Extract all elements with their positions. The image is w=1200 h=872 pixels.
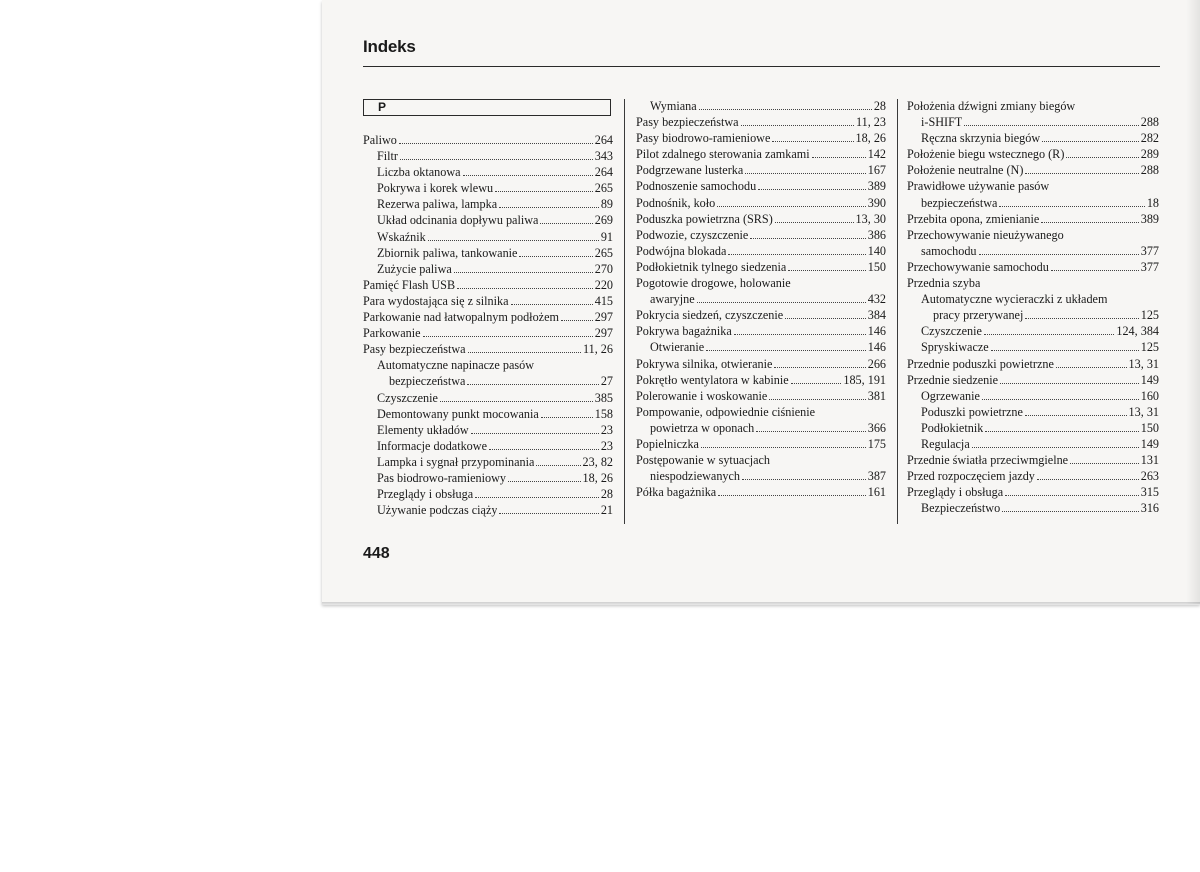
dot-leader — [489, 439, 599, 450]
index-entry — [363, 293, 613, 309]
index-entry-text: Podnoszenie samochodu — [636, 179, 757, 194]
index-entry-page: 146 — [867, 324, 886, 339]
index-entry — [907, 339, 1159, 355]
index-column-3 — [907, 98, 1159, 516]
dot-leader — [742, 469, 866, 480]
index-entry — [907, 388, 1159, 404]
index-entry-page: 140 — [867, 243, 886, 258]
page-bottom-edge — [322, 602, 1200, 605]
dot-leader — [1025, 308, 1138, 319]
index-entry — [907, 146, 1159, 162]
page-title: Indeks — [363, 37, 416, 56]
index-entry — [907, 484, 1159, 500]
page-number: 448 — [363, 545, 390, 562]
index-entry-page: 23, 82 — [582, 454, 613, 469]
index-entry — [636, 275, 886, 291]
index-entry — [363, 390, 613, 406]
index-entry-text: Pasy biodrowo-ramieniowe — [636, 131, 771, 146]
index-entry — [907, 98, 1159, 114]
index-entry — [907, 259, 1159, 275]
dot-leader — [399, 133, 593, 144]
index-entry-page: 220 — [594, 277, 613, 292]
dot-leader — [982, 389, 1139, 400]
index-entry-page: 160 — [1140, 388, 1159, 403]
index-entry-page: 282 — [1140, 131, 1159, 146]
index-entry-text: Regulacja — [921, 436, 970, 451]
index-entry-page: 18, 26 — [855, 131, 886, 146]
index-entry-page: 21 — [600, 503, 613, 518]
index-entry — [363, 486, 613, 502]
dot-leader — [1037, 469, 1139, 480]
index-entry-text: Układ odcinania dopływu paliwa — [377, 213, 539, 228]
index-entry — [636, 323, 886, 339]
index-entry-text: Podnośnik, koło — [636, 195, 716, 210]
index-entry-text: samochodu — [921, 243, 977, 258]
index-entry-text: Pokrętło wentylatora w kabinie — [636, 372, 789, 387]
index-entry — [363, 341, 613, 357]
index-entry-page: 11, 23 — [855, 115, 886, 130]
dot-leader — [999, 196, 1144, 207]
index-entry — [363, 164, 613, 180]
index-entry — [636, 468, 886, 484]
dot-leader — [400, 149, 593, 160]
index-entry-text: Pokrywa silnika, otwieranie — [636, 356, 773, 371]
index-entry-text: Informacje dodatkowe — [377, 438, 487, 453]
index-entry-page: 13, 31 — [1128, 356, 1159, 371]
index-entry-text: Polerowanie i woskowanie — [636, 388, 768, 403]
index-entry-page: 150 — [867, 259, 886, 274]
dot-leader — [718, 485, 866, 496]
index-entry-page: 266 — [867, 356, 886, 371]
dot-leader — [540, 213, 592, 224]
index-entry-page: 343 — [594, 149, 613, 164]
dot-leader — [475, 487, 599, 498]
index-entry-page: 389 — [1140, 211, 1159, 226]
index-entry-page: 125 — [1140, 308, 1159, 323]
dot-leader — [972, 437, 1139, 448]
index-entry — [907, 178, 1159, 194]
index-entry-text: Podłokietnik tylnego siedzenia — [636, 259, 787, 274]
dot-leader — [1042, 131, 1139, 142]
dot-leader — [561, 310, 593, 321]
index-entry — [636, 98, 886, 114]
index-entry-page: 366 — [867, 420, 886, 435]
index-entry-text: Położenie biegu wstecznego (R) — [907, 147, 1065, 162]
index-entry-page: 185, 191 — [843, 372, 886, 387]
dot-leader — [1056, 357, 1127, 368]
index-entry-text: Ogrzewanie — [921, 388, 980, 403]
index-entry-text: Zużycie paliwa — [377, 261, 452, 276]
index-entry-text: Przebita opona, zmienianie — [907, 211, 1040, 226]
dot-leader — [775, 212, 854, 223]
dot-leader — [467, 374, 598, 385]
index-entry-page: 149 — [1140, 372, 1159, 387]
index-entry-page: 265 — [594, 181, 613, 196]
index-entry — [636, 178, 886, 194]
index-entry — [636, 114, 886, 130]
index-entry — [636, 420, 886, 436]
index-entry-text: Bezpieczeństwo — [921, 501, 1001, 516]
index-entry — [636, 130, 886, 146]
dot-leader — [812, 147, 866, 158]
index-entry — [907, 452, 1159, 468]
dot-leader — [791, 373, 842, 384]
index-entry-page: 289 — [1140, 147, 1159, 162]
index-entry-text: Przednia szyba — [907, 276, 981, 291]
dot-leader — [758, 179, 866, 190]
dot-leader — [774, 357, 865, 368]
index-entry-page: 158 — [594, 406, 613, 421]
index-entry — [907, 468, 1159, 484]
index-entry-text: Przechowywanie nieużywanego — [907, 227, 1064, 242]
dot-leader — [1070, 453, 1139, 464]
index-entry-text: Prawidłowe używanie pasów — [907, 179, 1050, 194]
index-entry-page: 28 — [600, 487, 613, 502]
index-entry-page: 288 — [1140, 115, 1159, 130]
index-entry-text: i-SHIFT — [921, 115, 963, 130]
index-entry — [636, 259, 886, 275]
index-entry — [363, 325, 613, 341]
index-entry — [907, 500, 1159, 516]
index-entry-text: Przednie siedzenie — [907, 372, 999, 387]
index-entry — [363, 212, 613, 228]
dot-leader — [440, 391, 593, 402]
dot-leader — [734, 324, 866, 335]
index-entry-page: 390 — [867, 195, 886, 210]
index-entry-page: 142 — [867, 147, 886, 162]
dot-leader — [785, 308, 866, 319]
index-entry-text: Podłokietnik — [921, 420, 984, 435]
index-entry-text: Otwieranie — [650, 340, 705, 355]
index-entry-page: 146 — [867, 340, 886, 355]
index-entry — [363, 245, 613, 261]
dot-leader — [468, 342, 581, 353]
index-entry — [363, 373, 613, 389]
dot-leader — [457, 278, 593, 289]
index-entry — [636, 291, 886, 307]
index-entry-text: Pompowanie, odpowiednie ciśnienie — [636, 404, 816, 419]
section-letter: P — [378, 100, 387, 114]
index-entry-page: 386 — [867, 227, 886, 242]
dot-leader — [701, 437, 866, 448]
index-entry-page: 89 — [600, 197, 613, 212]
index-entry-text: Elementy układów — [377, 422, 469, 437]
dot-leader — [541, 407, 593, 418]
index-entry — [363, 422, 613, 438]
dot-leader — [519, 246, 592, 257]
index-entry — [907, 307, 1159, 323]
index-entry — [907, 211, 1159, 227]
page-right-edge — [1186, 0, 1200, 604]
index-entry — [363, 132, 613, 148]
index-entry-text: Automatyczne wycieraczki z układem — [921, 292, 1108, 307]
dot-leader — [706, 340, 866, 351]
dot-leader — [454, 262, 593, 273]
index-entry — [363, 454, 613, 470]
index-entry-text: Liczba oktanowa — [377, 165, 461, 180]
index-entry-page: 264 — [594, 133, 613, 147]
index-entry-text: Para wydostająca się z silnika — [363, 293, 509, 308]
index-entry — [907, 227, 1159, 243]
index-entry — [907, 195, 1159, 211]
index-entry — [907, 372, 1159, 388]
dot-leader — [1051, 260, 1139, 271]
dot-leader — [1002, 501, 1139, 512]
index-entry — [636, 146, 886, 162]
index-entry-text: Pas biodrowo-ramieniowy — [377, 470, 506, 485]
index-entry-text: Półka bagażnika — [636, 485, 717, 500]
index-entry-text: awaryjne — [650, 292, 695, 307]
dot-leader — [697, 292, 866, 303]
index-entry-text: Poduszka powietrzna (SRS) — [636, 211, 773, 226]
index-entry-page: 389 — [867, 179, 886, 194]
index-entry — [363, 470, 613, 486]
dot-leader — [463, 165, 593, 176]
index-entry — [636, 388, 886, 404]
dot-leader — [717, 196, 865, 207]
index-entry-page: 13, 31 — [1128, 404, 1159, 419]
dot-leader — [1005, 485, 1139, 496]
index-entry-text: Pokrywa bagażnika — [636, 324, 732, 339]
index-entry-page: 124, 384 — [1116, 324, 1159, 339]
index-entry — [636, 195, 886, 211]
column-divider-2 — [897, 99, 898, 524]
index-entry-text: Przednie światła przeciwmgielne — [907, 453, 1069, 468]
index-entry-text: bezpieczeństwa — [921, 195, 998, 210]
index-entry-page: 149 — [1140, 436, 1159, 451]
index-entry — [363, 309, 613, 325]
index-entry-page: 377 — [1140, 259, 1159, 274]
index-column-1 — [363, 132, 613, 518]
index-entry-page: 377 — [1140, 243, 1159, 258]
index-entry — [636, 307, 886, 323]
index-entry-text: pracy przerywanej — [933, 308, 1024, 323]
index-entry — [907, 162, 1159, 178]
index-entry-page: 263 — [1140, 469, 1159, 484]
index-entry — [907, 404, 1159, 420]
dot-leader — [1025, 405, 1127, 416]
index-entry-text: Zbiornik paliwa, tankowanie — [377, 245, 518, 260]
dot-leader — [536, 455, 580, 466]
dot-leader — [985, 421, 1138, 432]
index-entry-page: 384 — [867, 308, 886, 323]
index-entry-page: 23 — [600, 422, 613, 437]
index-entry-text: niespodziewanych — [650, 469, 741, 484]
index-entry — [636, 436, 886, 452]
index-entry-page: 28 — [873, 99, 886, 113]
index-entry-text: Podwozie, czyszczenie — [636, 227, 749, 242]
dot-leader — [991, 340, 1139, 351]
index-entry — [636, 243, 886, 259]
index-entry-page: 18 — [1146, 195, 1159, 210]
index-entry-text: Podgrzewane lusterka — [636, 163, 744, 178]
index-entry-text: Pogotowie drogowe, holowanie — [636, 276, 791, 291]
index-entry-page: 27 — [600, 374, 613, 389]
index-entry-page: 270 — [594, 261, 613, 276]
index-entry — [907, 275, 1159, 291]
index-entry-text: Przechowywanie samochodu — [907, 259, 1049, 274]
dot-leader — [508, 471, 581, 482]
index-entry-page: 150 — [1140, 420, 1159, 435]
index-entry — [636, 372, 886, 388]
section-letter-box — [363, 99, 611, 116]
index-entry-page: 13, 30 — [855, 211, 886, 226]
index-entry-page: 381 — [867, 388, 886, 403]
index-entry — [363, 502, 613, 518]
dot-leader — [745, 163, 865, 174]
index-entry — [363, 148, 613, 164]
index-entry — [636, 484, 886, 500]
index-entry-page: 125 — [1140, 340, 1159, 355]
index-entry — [363, 357, 613, 373]
index-entry — [636, 227, 886, 243]
dot-leader — [1041, 212, 1138, 223]
dot-leader — [495, 181, 593, 192]
index-entry-text: Przednie poduszki powietrzne — [907, 356, 1054, 371]
index-entry-text: Pasy bezpieczeństwa — [636, 115, 739, 130]
index-entry-page: 23 — [600, 438, 613, 453]
dot-leader — [499, 197, 599, 208]
dot-leader — [1000, 373, 1139, 384]
index-entry-text: Filtr — [377, 149, 398, 164]
index-entry-text: Pamięć Flash USB — [363, 277, 456, 292]
index-entry-text: Używanie podczas ciąży — [377, 503, 498, 518]
index-entry-text: Postępowanie w sytuacjach — [636, 453, 771, 468]
index-entry-page: 11, 26 — [582, 342, 613, 357]
index-entry — [363, 196, 613, 212]
index-entry-page: 297 — [594, 326, 613, 341]
index-entry — [636, 452, 886, 468]
index-entry-page: 297 — [594, 310, 613, 325]
index-entry — [636, 356, 886, 372]
dot-leader — [471, 423, 599, 434]
dot-leader — [769, 389, 865, 400]
index-entry-page: 91 — [600, 229, 613, 244]
index-entry — [907, 420, 1159, 436]
index-entry — [907, 243, 1159, 259]
index-entry-text: Przeglądy i obsługa — [377, 487, 474, 502]
index-entry-page: 265 — [594, 245, 613, 260]
index-entry — [636, 404, 886, 420]
index-entry-text: Paliwo — [363, 133, 397, 147]
index-entry-text: Pasy bezpieczeństwa — [363, 342, 466, 357]
index-entry-text: Demontowany punkt mocowania — [377, 406, 539, 421]
index-entry-text: powietrza w oponach — [650, 420, 755, 435]
index-entry-page: 167 — [867, 163, 886, 178]
index-entry-text: Położenia dźwigni zmiany biegów — [907, 99, 1076, 113]
index-entry — [363, 438, 613, 454]
dot-leader — [750, 228, 865, 239]
index-entry-page: 18, 26 — [582, 470, 613, 485]
header-divider — [363, 66, 1160, 67]
index-entry — [907, 356, 1159, 372]
index-entry-page: 161 — [867, 485, 886, 500]
index-entry — [363, 261, 613, 277]
index-entry-text: Ręczna skrzynia biegów — [921, 131, 1041, 146]
dot-leader — [428, 230, 599, 241]
index-entry — [636, 162, 886, 178]
dot-leader — [1025, 163, 1138, 174]
index-entry-text: Przed rozpoczęciem jazdy — [907, 469, 1035, 484]
index-entry — [363, 180, 613, 196]
index-column-2 — [636, 98, 886, 500]
index-entry — [363, 277, 613, 293]
dot-leader — [741, 115, 854, 126]
index-entry-page: 264 — [594, 165, 613, 180]
index-entry-text: Położenie neutralne (N) — [907, 163, 1024, 178]
dot-leader — [756, 421, 865, 432]
dot-leader — [1066, 147, 1138, 158]
index-entry-page: 432 — [867, 292, 886, 307]
dot-leader — [788, 260, 865, 271]
index-entry-text: Poduszki powietrzne — [921, 404, 1023, 419]
column-divider-1 — [624, 99, 625, 524]
dot-leader — [772, 131, 853, 142]
index-entry-text: Pokrywa i korek wlewu — [377, 181, 494, 196]
index-entry-page: 415 — [594, 293, 613, 308]
index-entry-page: 385 — [594, 390, 613, 405]
dot-leader — [728, 244, 865, 255]
index-entry-text: Czyszczenie — [921, 324, 982, 339]
index-entry-text: Lampka i sygnał przypominania — [377, 454, 535, 469]
index-entry-text: Czyszczenie — [377, 390, 438, 405]
index-entry-page: 387 — [867, 469, 886, 484]
index-entry — [636, 339, 886, 355]
index-entry-text: Pilot zdalnego sterowania zamkami — [636, 147, 810, 162]
index-entry-text: Popielniczka — [636, 436, 699, 451]
index-entry-text: Parkowanie nad łatwopalnym podłożem — [363, 310, 559, 325]
index-entry — [363, 229, 613, 245]
index-entry-text: Podwójna blokada — [636, 243, 727, 258]
index-entry-page: 131 — [1140, 453, 1159, 468]
dot-leader — [964, 115, 1138, 126]
index-entry-text: bezpieczeństwa — [389, 374, 466, 389]
index-entry-text: Przeglądy i obsługa — [907, 485, 1004, 500]
index-entry-page: 269 — [594, 213, 613, 228]
index-entry — [907, 436, 1159, 452]
index-entry — [907, 291, 1159, 307]
index-entry — [363, 406, 613, 422]
index-entry-page: 175 — [867, 436, 886, 451]
index-entry-page: 315 — [1140, 485, 1159, 500]
index-entry — [907, 114, 1159, 130]
dot-leader — [699, 99, 872, 110]
dot-leader — [499, 503, 598, 514]
index-entry — [907, 323, 1159, 339]
index-entry — [907, 130, 1159, 146]
index-entry-text: Spryskiwacze — [921, 340, 989, 355]
index-entry-text: Wskaźnik — [377, 229, 426, 244]
index-entry — [636, 211, 886, 227]
dot-leader — [984, 324, 1114, 335]
index-entry-text: Pokrycia siedzeń, czyszczenie — [636, 308, 784, 323]
index-entry-text: Automatyczne napinacze pasów — [377, 358, 535, 373]
index-entry-page: 316 — [1140, 501, 1159, 516]
dot-leader — [423, 326, 593, 337]
index-entry-text: Wymiana — [650, 99, 697, 113]
index-entry-page: 288 — [1140, 163, 1159, 178]
dot-leader — [979, 244, 1139, 255]
dot-leader — [511, 294, 593, 305]
index-entry-text: Rezerwa paliwa, lampka — [377, 197, 498, 212]
index-entry-text: Parkowanie — [363, 326, 421, 341]
